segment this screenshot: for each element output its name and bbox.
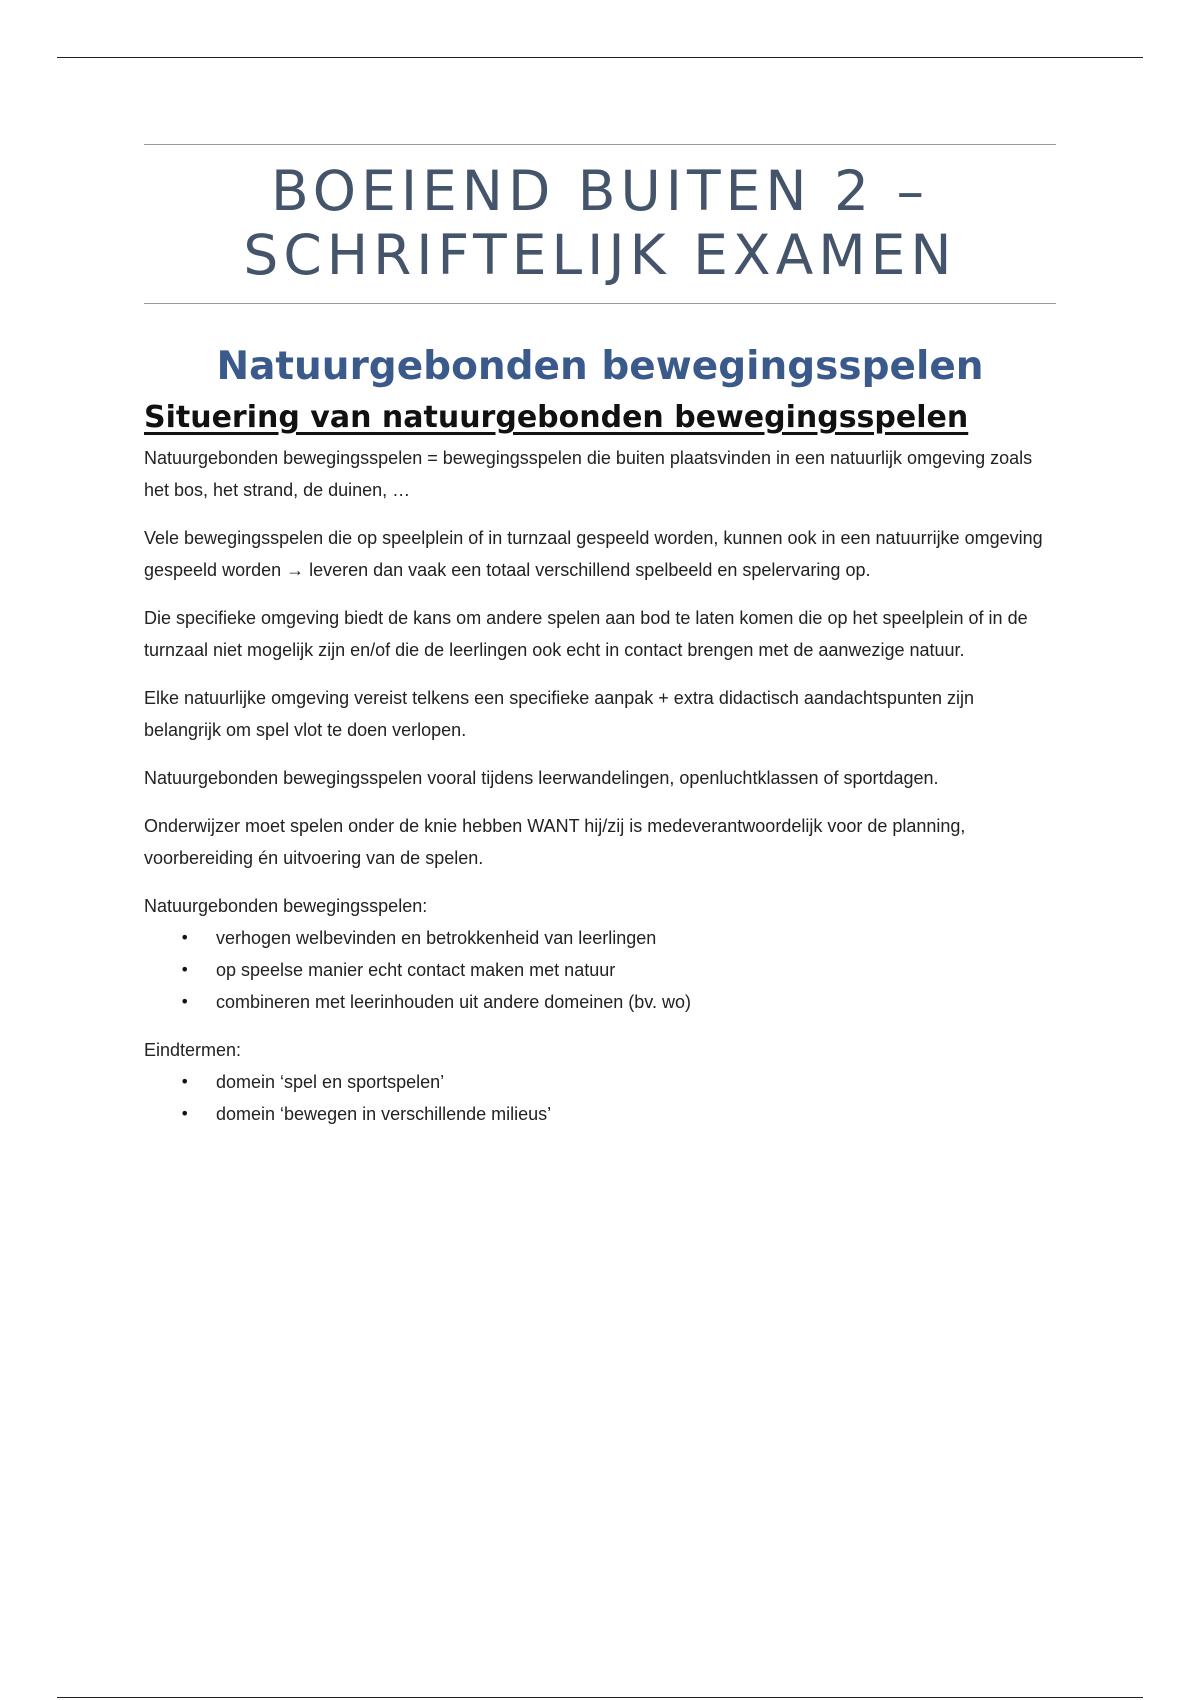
- bullet-icon: •: [180, 1072, 190, 1091]
- document-content: [144, 144, 1056, 1146]
- page-top-rule: [57, 57, 1143, 58]
- bullet-icon: •: [180, 992, 190, 1011]
- paragraph-2: Vele bewegingsspelen die op speelplein of in turnzaal gespeeld worden, kunnen ook in een natuurrijke omgeving gespeeld worden → leveren dan vaak een totaal verschillend spelbeeld en spelervaring op.: [144, 528, 1043, 580]
- list-item: [144, 1098, 1056, 1130]
- list-item-text: verhogen welbevinden en betrokkenheid van leerlingen: [216, 928, 657, 948]
- list1-bullets: [144, 922, 1056, 1018]
- paragraph-6: Onderwijzer moet spelen onder de knie hebben WANT hij/zij is medeverantwoordelijk voor de planning, voorbereiding én uitvoering van de spelen.: [144, 816, 966, 868]
- bullet-icon: •: [180, 960, 190, 979]
- list-item-text: domein ‘spel en sportspelen’: [216, 1072, 445, 1092]
- list-item: [144, 1066, 1056, 1098]
- bullet-icon: •: [180, 1104, 190, 1123]
- paragraph-3: Die specifieke omgeving biedt de kans om andere spelen aan bod te laten komen die op het speelplein of in de turnzaal niet mogelijk zijn en/of die de leerlingen ook echt in contact brengen met de aanwezige natuur.: [144, 608, 1028, 660]
- list-item-text: domein ‘bewegen in verschillende milieus’: [216, 1104, 552, 1124]
- list2-bullets: [144, 1066, 1056, 1130]
- bullet-icon: •: [180, 928, 190, 947]
- list-item: [144, 922, 1056, 954]
- list-item-text: op speelse manier echt contact maken met natuur: [216, 960, 616, 980]
- paragraph-1: Natuurgebonden bewegingsspelen = bewegingsspelen die buiten plaatsvinden in een natuurlijk omgeving zoals het bos, het strand, de duinen, …: [144, 448, 1033, 500]
- title-block: [144, 144, 1056, 304]
- title-line-2: SCHRIFTELIJK EXAMEN: [243, 223, 957, 287]
- paragraph-4: Elke natuurlijke omgeving vereist telkens een specifieke aanpak + extra didactisch aandachtspunten zijn belangrijk om spel vlot te doen verlopen.: [144, 688, 974, 740]
- title-line-1: BOEIEND BUITEN 2 –: [271, 159, 929, 223]
- list1-intro: Natuurgebonden bewegingsspelen:: [144, 896, 428, 916]
- list-item-text: combineren met leerinhouden uit andere domeinen (bv. wo): [216, 992, 691, 1012]
- list-item: [144, 986, 1056, 1018]
- heading-situering: Situering van natuurgebonden bewegingsspelen: [144, 400, 969, 435]
- heading-natuurgebonden: Natuurgebonden bewegingsspelen: [216, 344, 984, 389]
- page-bottom-rule: [57, 1697, 1143, 1698]
- list2-intro: Eindtermen:: [144, 1040, 242, 1060]
- list-item: [144, 954, 1056, 986]
- paragraph-5: Natuurgebonden bewegingsspelen vooral tijdens leerwandelingen, openluchtklassen of sportdagen.: [144, 768, 939, 788]
